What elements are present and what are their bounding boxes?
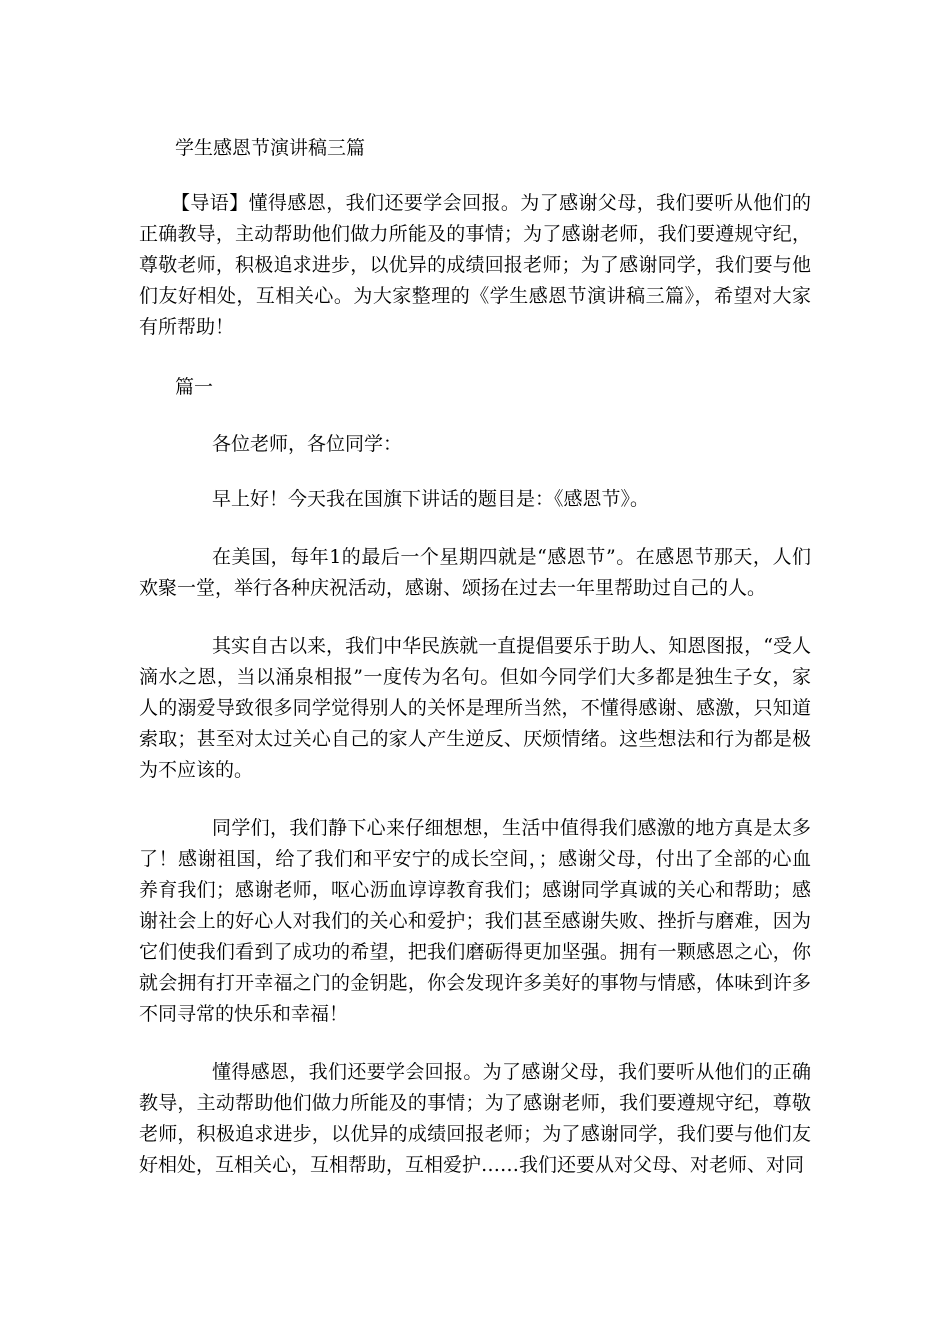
body-paragraph: 同学们，我们静下心来仔细想想，生活中值得我们感激的地方真是太多了！感谢祖国，给了我们和平安宁的成长空间，；感谢父母，付出了全部的心血养育我们；感谢老师，呕心沥血谆谆教育我们；感谢同学真诚的关心和帮助；感谢社会上的好心人对我们的关心和爱护；我们甚至感谢失败、挫折与磨难，因为它们使我们看到了成功的希望，把我们磨砺得更加坚强。拥有一颗感恩之心，你就会拥有打开幸福之门的金钥匙，你会发现许多美好的事物与情感，体味到许多不同寻常的快乐和幸福！ bbox=[139, 817, 811, 1025]
body-paragraph: 早上好！今天我在国旗下讲话的题目是：《感恩节》。 bbox=[212, 488, 650, 510]
document-title: 学生感恩节演讲稿三篇 bbox=[175, 137, 366, 159]
body-paragraph: 在美国，每年1的最后一个星期四就是“感恩节”。在感恩节那天，人们欢聚一堂，举行各种庆祝活动，感谢、颂扬在过去一年里帮助过自己的人。 bbox=[139, 546, 811, 599]
body-paragraph: 懂得感恩，我们还要学会回报。为了感谢父母，我们要听从他们的正确教导，主动帮助他们做力所能及的事情；为了感谢老师，我们要遵规守纪，尊敬老师，积极追求进步，以优异的成绩回报老师；为了感谢同学，我们要与他们友好相处，互相关心，互相帮助，互相爱护……我们还要从对父母、对老师、对同 bbox=[139, 1061, 811, 1176]
section-label: 篇一 bbox=[175, 376, 214, 398]
intro-paragraph: 【导语】懂得感恩，我们还要学会回报。为了感谢父母，我们要听从他们的正确教导，主动帮助他们做力所能及的事情；为了感谢老师，我们要遵规守纪，尊敬老师，积极追求进步，以优异的成绩回报老师；为了感谢同学，我们要与他们友好相处，互相关心。为大家整理的《学生感恩节演讲稿三篇》，希望对大家有所帮助！ bbox=[139, 192, 811, 338]
document-body bbox=[139, 132, 811, 1208]
body-paragraph: 其实自古以来，我们中华民族就一直提倡要乐于助人、知恩图报，“受人滴水之恩，当以涌泉相报”一度传为名句。但如今同学们大多都是独生子女，家人的溺爱导致很多同学觉得别人的关怀是理所当然，不懂得感谢、感激，只知道索取；甚至对太过关心自己的家人产生逆反、厌烦情绪。这些想法和行为都是极为不应该的。 bbox=[139, 635, 811, 781]
greeting-paragraph: 各位老师，各位同学： bbox=[212, 433, 403, 455]
